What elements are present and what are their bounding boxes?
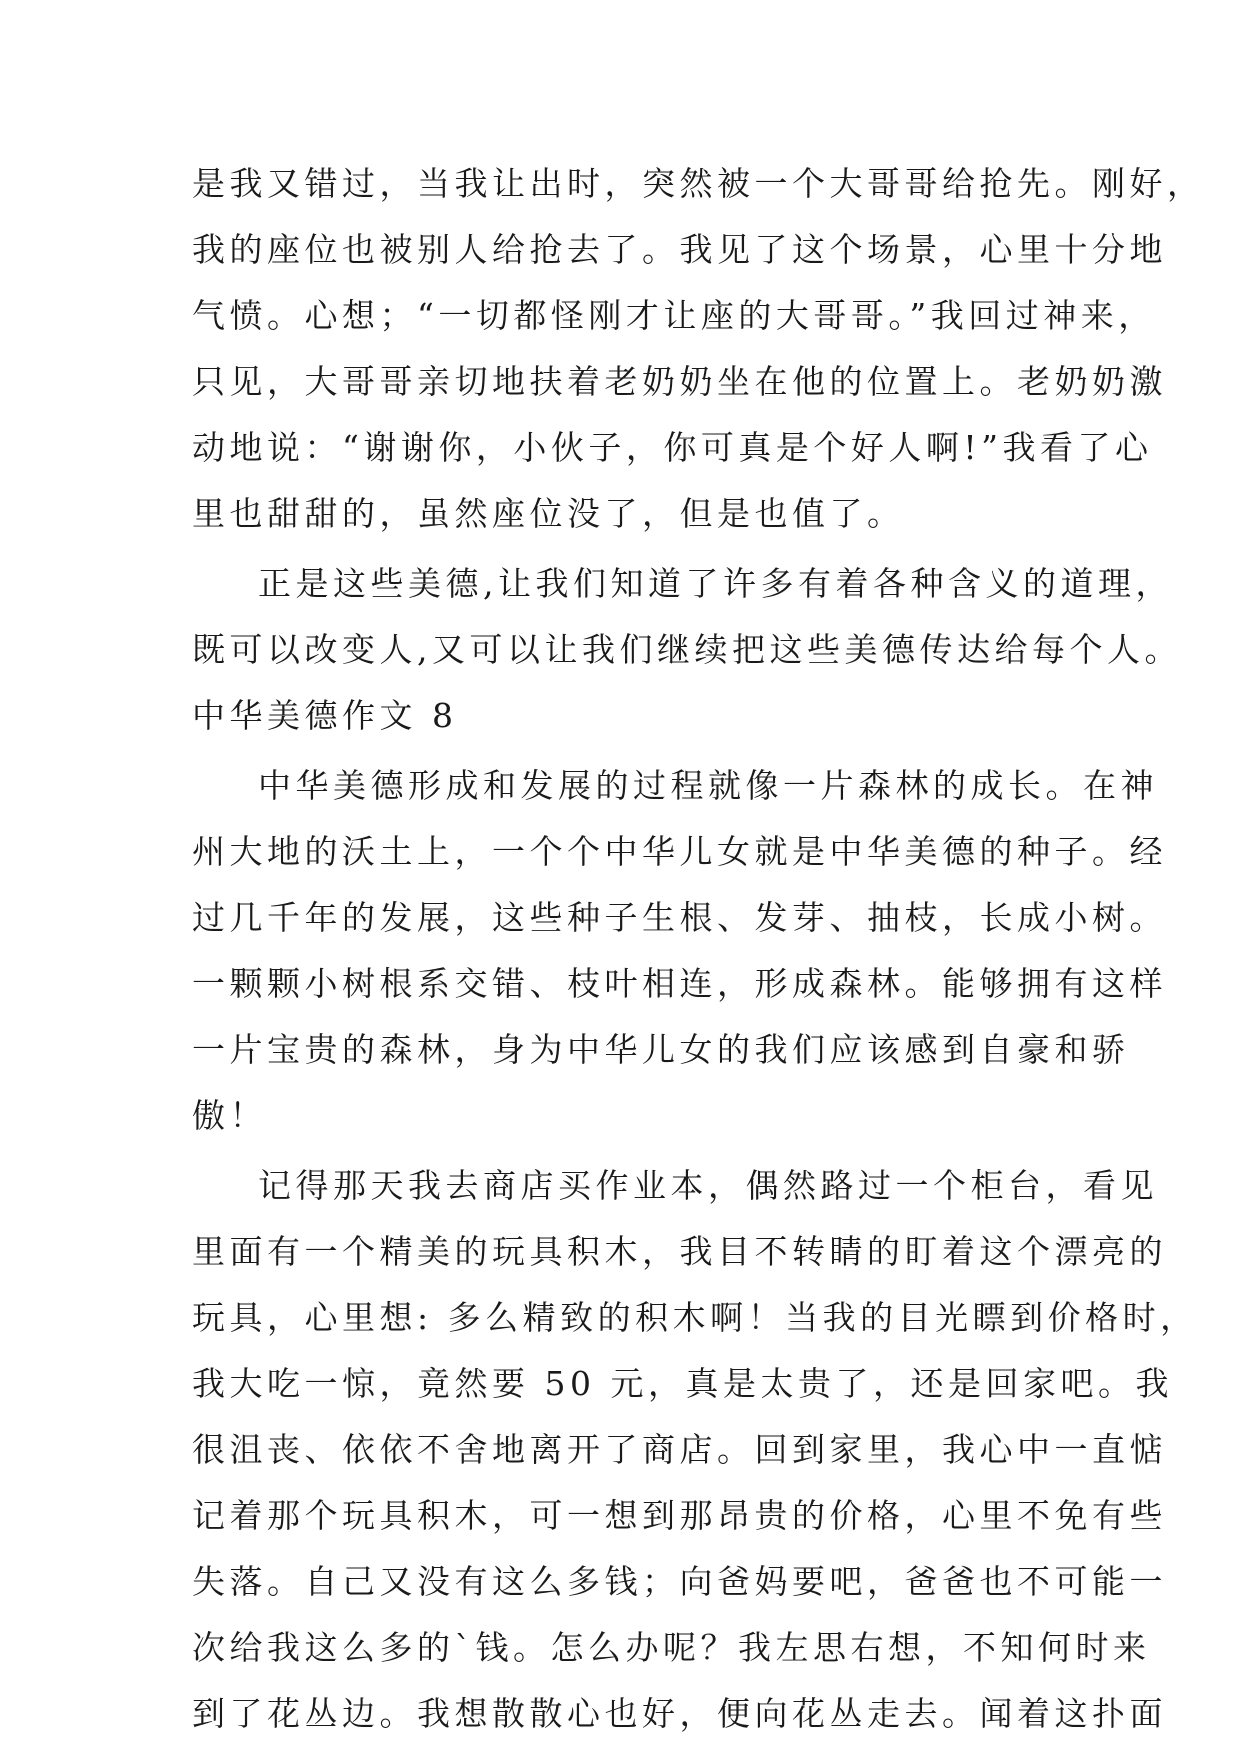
- text-line: 玩具，心里想: 多么精致的积木啊！当我的目光瞟到价格时，: [192, 1298, 1198, 1337]
- text-line: 里面有一个精美的玩具积木，我目不转睛的盯着这个漂亮的: [192, 1232, 1167, 1271]
- section-heading: 中华美德作文 8: [192, 696, 458, 735]
- text-line: 记着那个玩具积木，可一想到那昂贵的价格，心里不免有些: [192, 1496, 1167, 1535]
- text-line: 我大吃一惊，竟然要 50 元，真是太贵了，还是回家吧。我: [192, 1364, 1173, 1403]
- text-line: 州大地的沃土上，一个个中华儿女就是中华美德的种子。经: [192, 832, 1167, 871]
- text-line: 失落。自己又没有这么多钱；向爸妈要吧，爸爸也不可能一: [192, 1562, 1167, 1601]
- text-line: 很沮丧、依依不舍地离开了商店。回到家里，我心中一直惦: [192, 1430, 1167, 1469]
- text-line: 既可以改变人,又可以让我们继续把这些美德传达给每个人。: [192, 630, 1182, 669]
- text-line: 记得那天我去商店买作业本，偶然路过一个柜台，看见: [258, 1166, 1158, 1205]
- text-line: 是我又错过，当我让出时，突然被一个大哥哥给抢先。刚好，: [192, 164, 1205, 203]
- text-line: 正是这些美德,让我们知道了许多有着各种含义的道理，: [258, 564, 1173, 603]
- text-line: 到了花丛边。我想散散心也好，便向花丛走去。闻着这扑面: [192, 1694, 1167, 1733]
- text-line: 我的座位也被别人给抢去了。我见了这个场景，心里十分地: [192, 230, 1167, 269]
- text-line: 动地说：“谢谢你，小伙子，你可真是个好人啊!”我看了心: [192, 428, 1153, 467]
- text-line: 一颗颗小树根系交错、枝叶相连，形成森林。能够拥有这样: [192, 964, 1167, 1003]
- text-line: 一片宝贵的森林，身为中华儿女的我们应该感到自豪和骄: [192, 1030, 1130, 1069]
- text-line: 气愤。心想；“一切都怪刚才让座的大哥哥。”我回过神来，: [192, 296, 1156, 335]
- text-line: 中华美德形成和发展的过程就像一片森林的成长。在神: [258, 766, 1158, 805]
- text-line: 次给我这么多的`钱。怎么办呢？我左思右想，不知何时来: [192, 1628, 1151, 1667]
- text-line: 只见，大哥哥亲切地扶着老奶奶坐在他的位置上。老奶奶激: [192, 362, 1167, 401]
- text-line: 里也甜甜的，虽然座位没了，但是也值了。: [192, 494, 905, 533]
- text-line: 过几千年的发展，这些种子生根、发芽、抽枝，长成小树。: [192, 898, 1167, 937]
- text-line: 傲！: [192, 1096, 267, 1135]
